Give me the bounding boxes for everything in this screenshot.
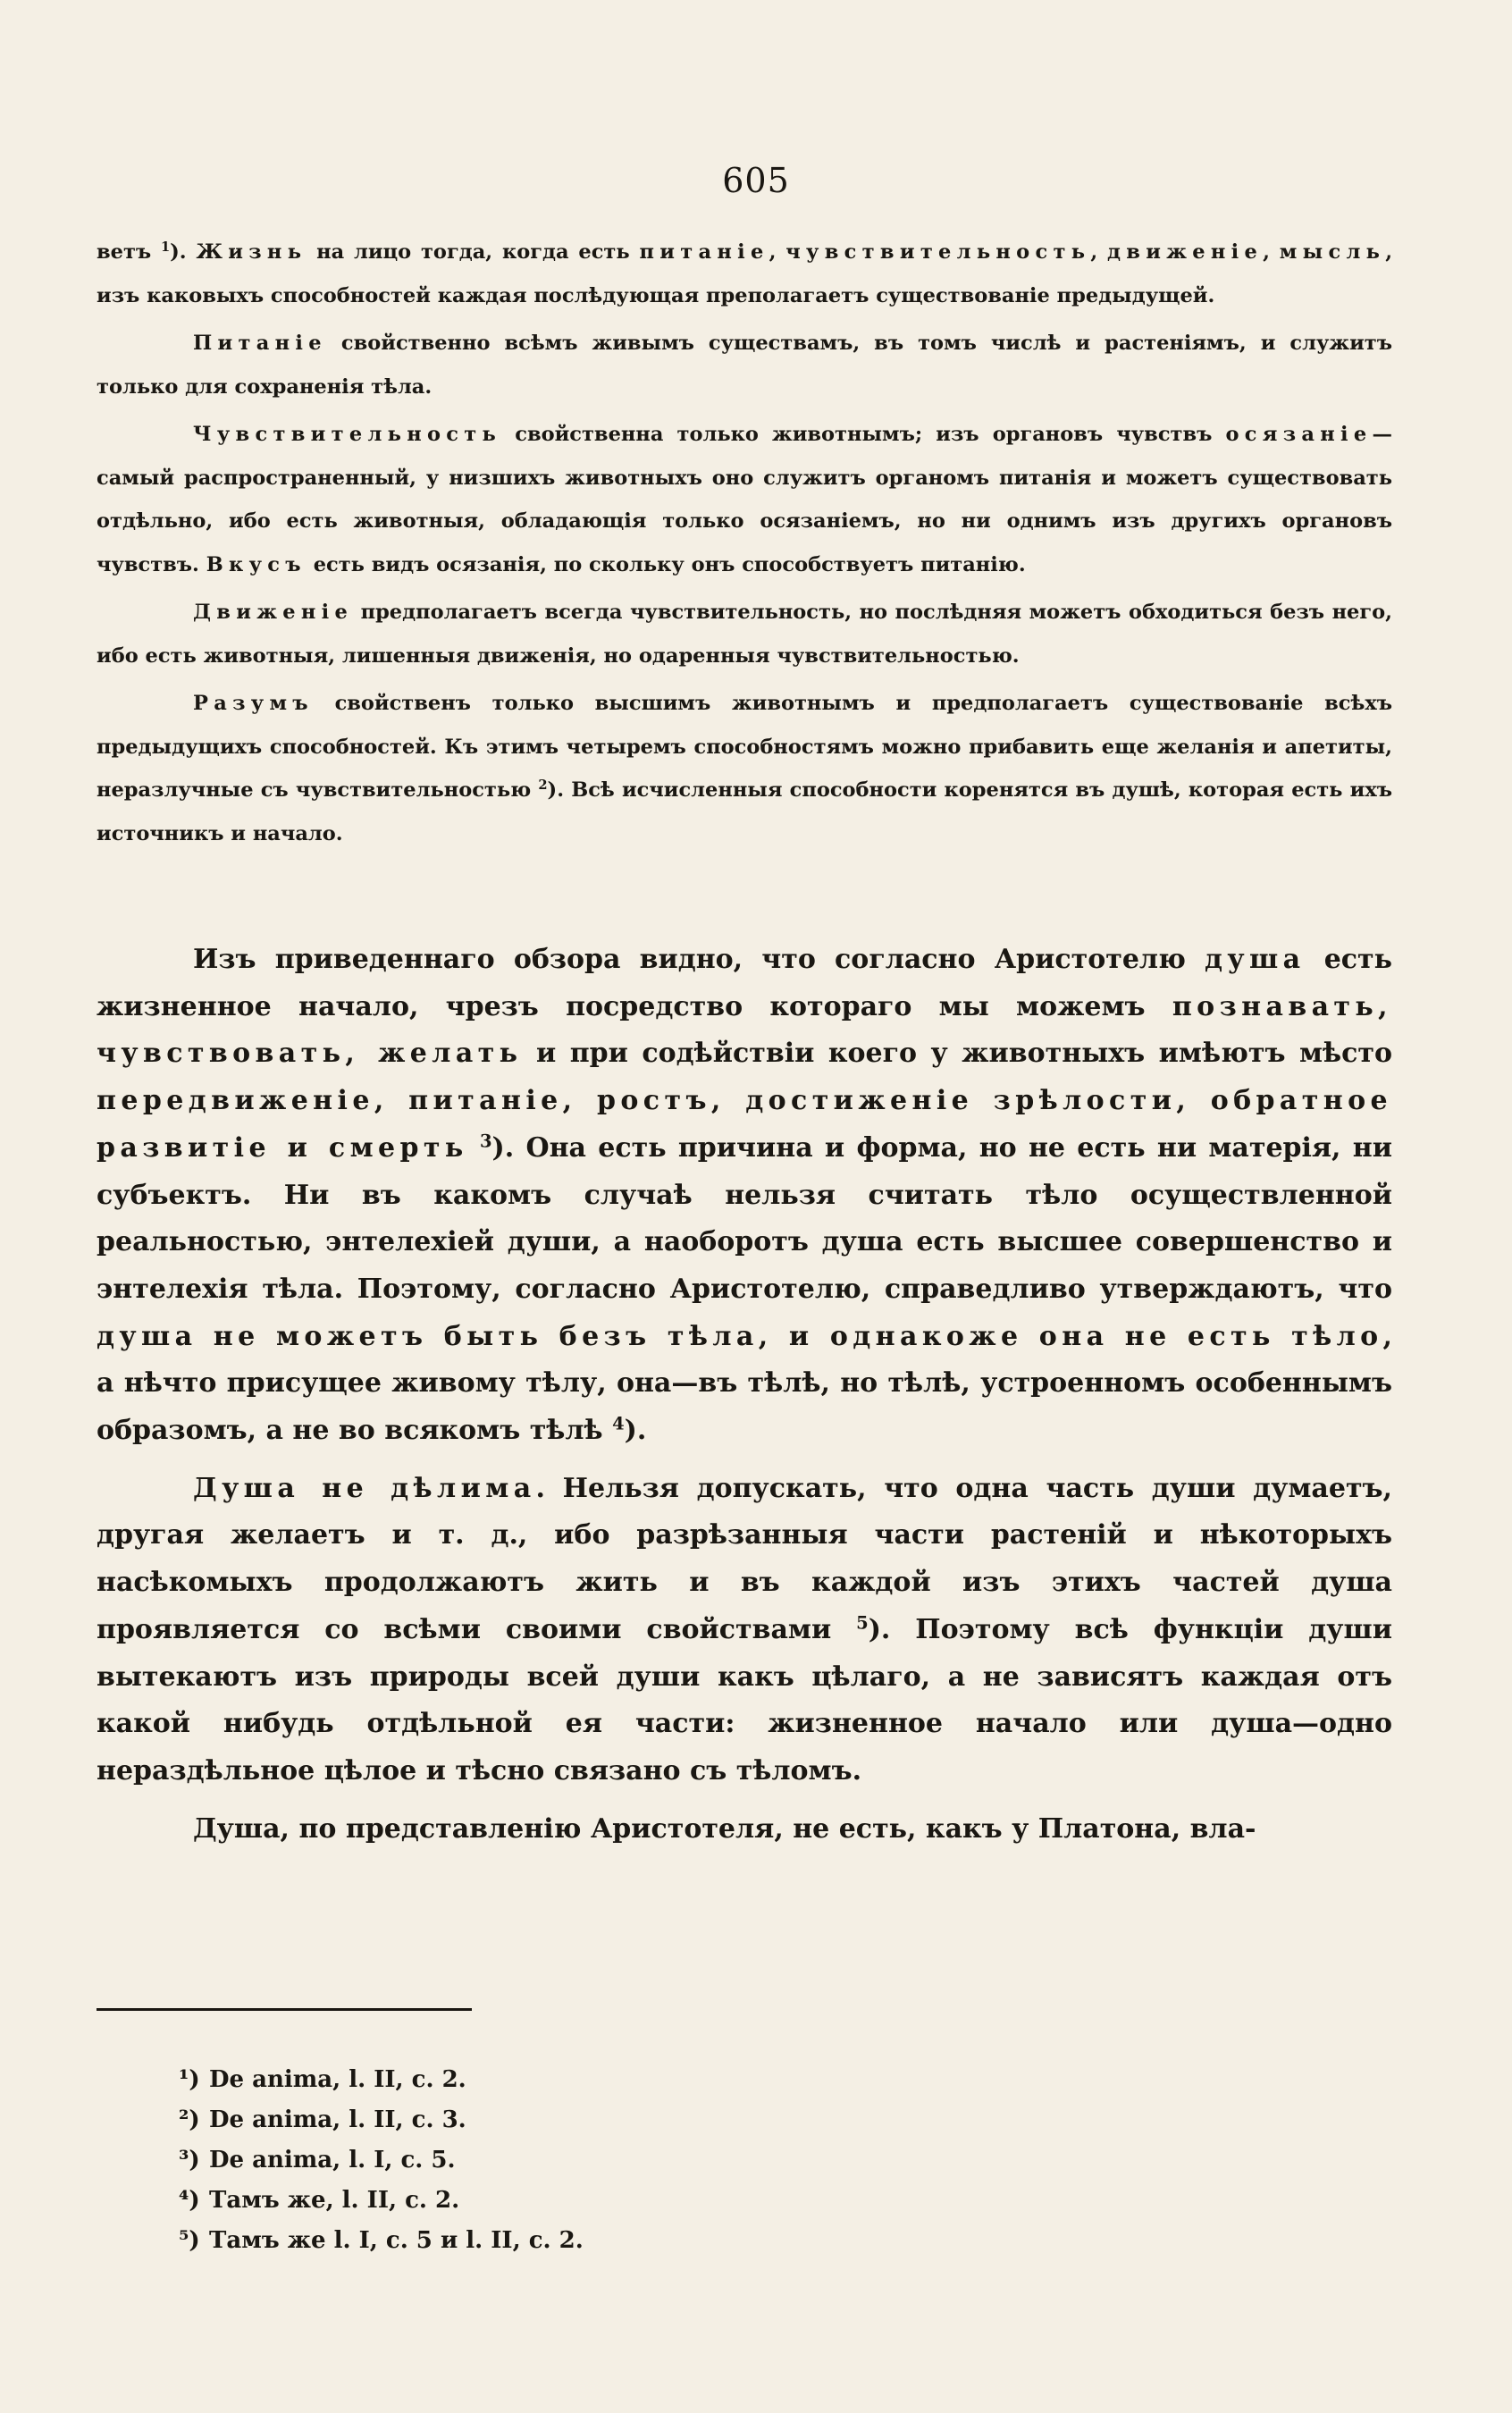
- small-paragraph: [97, 591, 1392, 677]
- footnote: [179, 2060, 584, 2100]
- footnote: [179, 2100, 584, 2140]
- text-run: —самый распространенный, у низшихъ животныхъ оно служитъ органомъ питанія и можетъ существовать отдѣльно, ибо есть животныя, обладающія только осязаніемъ, но ни однимъ изъ другихъ органовъ чувствъ.: [97, 423, 1392, 576]
- emphasized-term: движеніе: [1106, 240, 1264, 264]
- text-run: предполагаетъ всегда чувствительность, но послѣдняя можетъ обходиться безъ него, ибо есть животныя, лишенныя движенія, но одаренныя чувствительностью.: [97, 601, 1392, 668]
- emphasized-term: Жизнь: [196, 240, 307, 264]
- small-paragraph: [97, 413, 1392, 586]
- footnote-separator: [97, 2008, 472, 2011]
- main-paragraph: [97, 1806, 1392, 1854]
- emphasized-term: Душа не дѣлима: [193, 1472, 536, 1504]
- text-run: Душа, по представленію Аристотеля, не есть, какъ у Платона, вла-: [193, 1812, 1256, 1845]
- text-run: свойственъ только высшимъ животнымъ и предполагаетъ существованіе всѣхъ предыдущихъ способностей. Къ этимъ четыремъ способностямъ можно прибавить еще желанія и апетиты, неразлучные съ чувствительностью: [97, 692, 1392, 802]
- emphasized-term: Чувствительность: [193, 423, 502, 446]
- small-print-section: [97, 231, 1392, 860]
- text-run: есть жизненное начало, чрезъ посредство которaго мы можемъ: [97, 944, 1393, 1022]
- text-run: , изъ каковыхъ способностей каждая послѣдующая преполагаетъ существованіе предыдущей.: [97, 240, 1393, 307]
- text-run: ). Она есть причина и форма, но не есть ни матерія, ни субъектъ. Ни въ какомъ случаѣ нельзя считать тѣло осуществленной реальностью, энтелехіей души, а наоборотъ душа есть высшее совершенство и энтелехія тѣла. Поэтому, согласно Аристотелю, справедливо утверждаютъ, что: [97, 1131, 1392, 1305]
- emphasized-term: познавать, чувствовать, желать: [97, 990, 1392, 1070]
- footnote-mark: ⁵): [179, 2227, 200, 2254]
- emphasized-term: чувствительность: [785, 240, 1091, 264]
- footnote-reference: 4: [612, 1413, 625, 1434]
- text-run: ).: [170, 240, 197, 264]
- main-paragraph: [97, 1466, 1392, 1795]
- emphasized-term: Вкусъ: [206, 552, 307, 576]
- text-run: , а нѣчто присущее живому тѣлу, она—въ тѣлѣ, но тѣлѣ, устроенномъ особеннымъ образомъ, а не во всякомъ тѣлѣ: [97, 1320, 1392, 1447]
- footnote-text: De anima, l. II, c. 3.: [209, 2106, 466, 2133]
- footnote-mark: ²): [179, 2106, 200, 2133]
- text-run: ). Всѣ исчисленныя способности коренятся въ душѣ, которая есть ихъ источникъ и начало.: [97, 778, 1392, 845]
- small-paragraph: [97, 682, 1392, 855]
- text-run: свойственна только животнымъ; изъ органовъ чувствъ: [501, 423, 1226, 446]
- text-run: ,: [1090, 240, 1107, 264]
- text-run: ). Поэтому всѣ функціи души вытекаютъ изъ природы всей души какъ цѣлаго, а не зависятъ каждая отъ какой нибудь отдѣльной ея части: жизненное начало или душа—одно нераздѣльное цѣлое и тѣсно связано съ тѣломъ.: [97, 1613, 1392, 1787]
- emphasized-term: Движеніе: [193, 601, 354, 624]
- text-run: [468, 1132, 480, 1164]
- footnote: [179, 2221, 584, 2261]
- footnote-text: De anima, l. I, c. 5.: [209, 2147, 456, 2173]
- footnote: [179, 2181, 584, 2221]
- small-paragraph: [97, 322, 1392, 408]
- main-paragraph: [97, 937, 1392, 1455]
- emphasized-term: мысль: [1279, 240, 1386, 264]
- footnote-reference: 2: [538, 777, 548, 793]
- emphasized-term: душа не можетъ быть безъ тѣла, и однакоже она не есть тѣло: [97, 1320, 1383, 1352]
- footnote-mark: ¹): [179, 2066, 200, 2093]
- page-number: 605: [722, 161, 790, 200]
- emphasized-term: осязаніе: [1225, 423, 1373, 446]
- footnote-text: Тамъ же l. I, c. 5 и l. II, c. 2.: [209, 2227, 584, 2254]
- emphasized-term: Питаніе: [193, 332, 327, 355]
- emphasized-term: душа: [1205, 944, 1306, 975]
- text-run: ).: [624, 1415, 647, 1447]
- footnote-reference: 1: [160, 239, 171, 255]
- footnote-mark: ⁴): [179, 2187, 200, 2214]
- text-run: ,: [1263, 240, 1280, 264]
- text-run: свойственно всѣмъ живымъ существамъ, въ томъ числѣ и растеніямъ, и служитъ только для сохраненія тѣла.: [97, 332, 1392, 399]
- emphasized-term: Разумъ: [193, 692, 314, 715]
- footnote-reference: 5: [856, 1612, 869, 1634]
- text-run: ветъ: [97, 240, 161, 264]
- text-run: и при содѣйствіи коего у животныхъ имѣютъ мѣсто: [522, 1038, 1392, 1070]
- footnotes: [179, 2060, 584, 2261]
- text-run: на лицо тогда, когда есть: [307, 240, 640, 264]
- text-run: Изъ приведеннаго обзора видно, что согласно Аристотелю: [193, 944, 1205, 975]
- emphasized-term: передвиженіе, питаніе, ростъ, достиженіе зрѣлости, обратное развитіе и смерть: [97, 1085, 1392, 1164]
- footnote-text: De anima, l. II, c. 2.: [209, 2066, 466, 2093]
- footnote-mark: ³): [179, 2147, 200, 2173]
- text-run: есть видъ осязанія, по скольку онъ способствуетъ питанію.: [306, 552, 1026, 576]
- small-paragraph: [97, 231, 1392, 317]
- emphasized-term: питаніе: [639, 240, 769, 264]
- footnote-text: Тамъ же, l. II, c. 2.: [209, 2187, 460, 2214]
- text-run: ,: [769, 240, 786, 264]
- text-run: . Нельзя допускать, что одна часть души думаетъ, другая желаетъ и т. д., ибо разрѣзанныя части растеній и нѣкоторыхъ насѣкомыхъ продолжаютъ жить и въ каждой изъ этихъ частей душа проявляется со всѣми своими свойствами: [97, 1472, 1392, 1645]
- footnote: [179, 2140, 584, 2181]
- main-text-section: [97, 937, 1392, 1863]
- footnote-reference: 3: [479, 1131, 492, 1152]
